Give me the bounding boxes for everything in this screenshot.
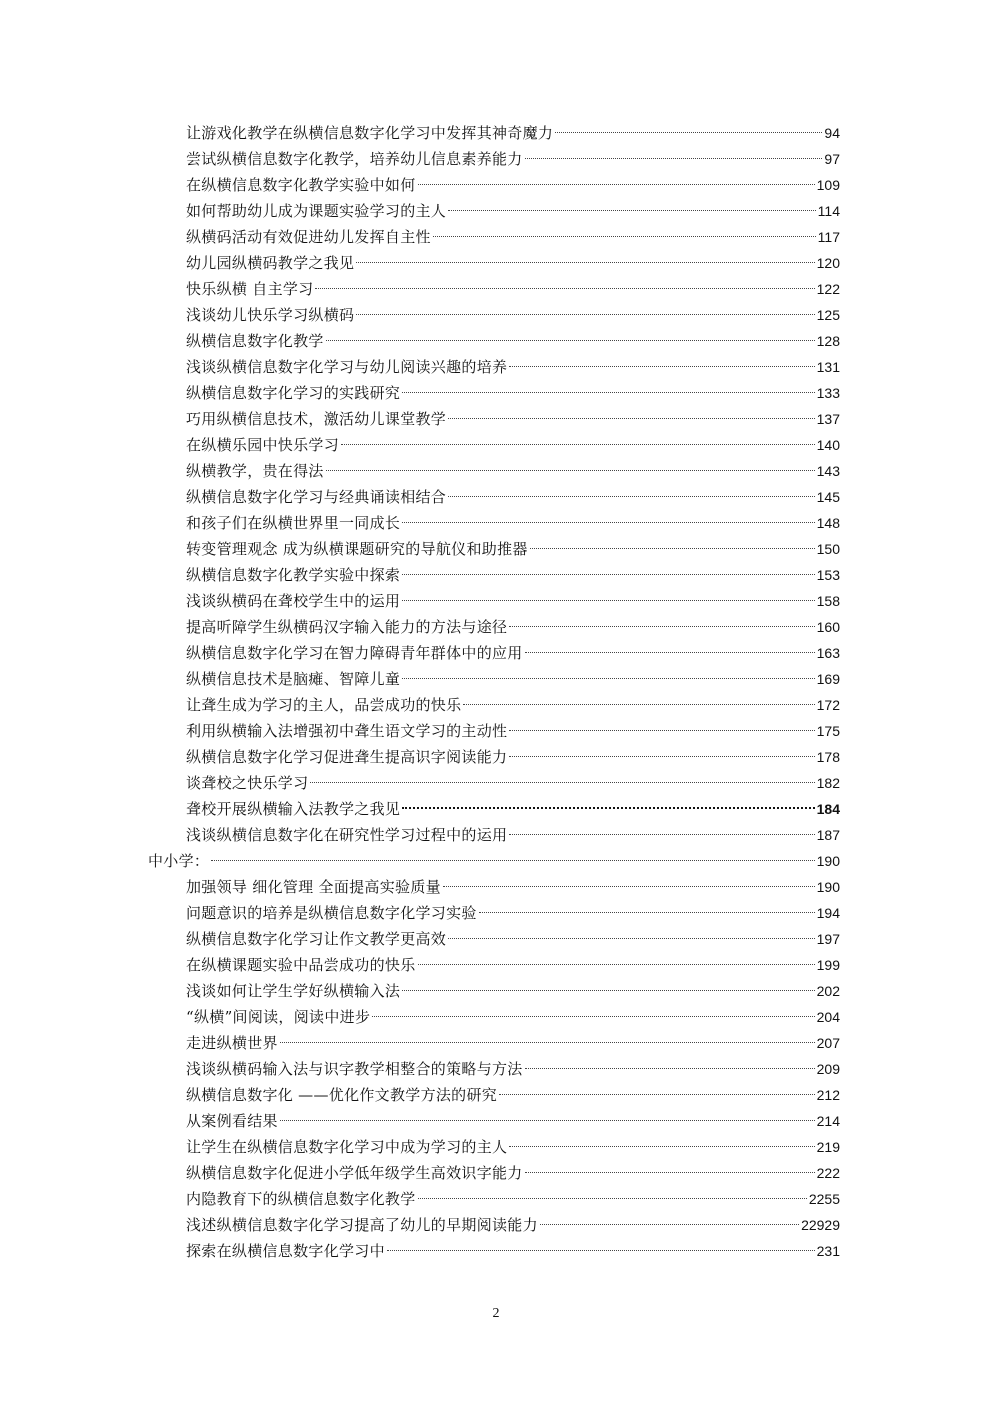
dot-leader [402, 392, 814, 393]
toc-entry-title: 浅谈纵横信息数字化学习与幼儿阅读兴趣的培养 [186, 358, 508, 376]
toc-entry-page: 158 [816, 593, 840, 609]
toc-entry[interactable] [148, 1056, 840, 1082]
toc-entry[interactable] [148, 562, 840, 588]
dot-leader [356, 262, 814, 263]
toc-entry[interactable] [148, 926, 840, 952]
toc-entry-title: 纵横信息数字化促进小学低年级学生高效识字能力 [186, 1164, 523, 1182]
toc-entry[interactable] [148, 1160, 840, 1186]
toc-entry-title: 问题意识的培养是纵横信息数字化学习实验 [186, 904, 477, 922]
toc-entry[interactable] [148, 120, 840, 146]
toc-entry-title: 纵横信息数字化教学 [186, 332, 324, 350]
toc-entry-title: 幼儿园纵横码教学之我见 [186, 254, 355, 272]
dot-leader [211, 860, 814, 861]
toc-entry-title: 浅谈如何让学生学好纵横输入法 [186, 982, 401, 1000]
toc-entry-title: 在纵横乐园中快乐学习 [186, 436, 340, 454]
toc-entry-title: 纵横教学，贵在得法 [186, 462, 324, 480]
dot-leader [402, 807, 814, 809]
dot-leader [525, 158, 823, 159]
toc-entry-title: 纵横信息数字化教学实验中探索 [186, 566, 401, 584]
toc-entry-title: 巧用纵横信息技术，激活幼儿课堂教学 [186, 410, 447, 428]
toc-entry[interactable] [148, 172, 840, 198]
dot-leader [448, 210, 816, 211]
toc-entry[interactable] [148, 328, 840, 354]
toc-entry[interactable] [148, 146, 840, 172]
toc-entry[interactable] [148, 588, 840, 614]
dot-leader [402, 600, 814, 601]
toc-entry-title: 纵横信息数字化学习促进聋生提高识字阅读能力 [186, 748, 508, 766]
dot-leader [326, 470, 815, 471]
dot-leader [509, 730, 814, 731]
toc-entry[interactable] [148, 744, 840, 770]
toc-entry-title: 浅谈幼儿快乐学习纵横码 [186, 306, 355, 324]
toc-entry-title: 探索在纵横信息数字化学习中 [186, 1242, 385, 1260]
toc-entry[interactable] [148, 692, 840, 718]
dot-leader [509, 834, 814, 835]
toc-entry-title: 内隐教育下的纵横信息数字化教学 [186, 1190, 416, 1208]
dot-leader [341, 444, 815, 445]
toc-entry-page: 163 [816, 645, 840, 661]
toc-entry-page: 199 [816, 957, 840, 973]
dot-leader [280, 1042, 815, 1043]
toc-entry-title: 聋校开展纵横输入法教学之我见 [186, 800, 401, 818]
toc-entry-page: 97 [824, 151, 840, 167]
toc-entry[interactable] [148, 1108, 840, 1134]
toc-entry[interactable] [148, 1082, 840, 1108]
dot-leader [525, 652, 815, 653]
toc-entry-page: 209 [816, 1061, 840, 1077]
toc-entry[interactable] [148, 302, 840, 328]
toc-entry-page: 212 [816, 1087, 840, 1103]
dot-leader [387, 1250, 815, 1251]
dot-leader [499, 1094, 815, 1095]
toc-entry[interactable] [148, 1134, 840, 1160]
toc-entry[interactable] [148, 484, 840, 510]
page-number: 2 [492, 1306, 500, 1321]
toc-entry-title: 纵横信息数字化学习的实践研究 [186, 384, 401, 402]
toc-entry[interactable] [148, 250, 840, 276]
toc-entry-page: 184 [816, 801, 840, 817]
toc-entry-page: 2255 [808, 1191, 840, 1207]
toc-entry-page: 175 [816, 723, 840, 739]
toc-entry-page: 125 [816, 307, 840, 323]
dot-leader [509, 626, 814, 627]
toc-entry-page: 109 [816, 177, 840, 193]
toc-entry[interactable] [148, 796, 840, 822]
toc-entry-page: 140 [816, 437, 840, 453]
toc-entry-page: 182 [816, 775, 840, 791]
toc-entry-page: 133 [816, 385, 840, 401]
toc-entry[interactable] [148, 770, 840, 796]
toc-entry[interactable] [148, 666, 840, 692]
dot-leader [509, 366, 814, 367]
dot-leader [315, 288, 814, 289]
toc-entry-page: 214 [816, 1113, 840, 1129]
toc-entry[interactable] [148, 822, 840, 848]
toc-entry-title: 纵横信息数字化 ——优化作文教学方法的研究 [186, 1086, 498, 1104]
dot-leader [443, 886, 815, 887]
dot-leader [402, 522, 814, 523]
toc-entry[interactable] [148, 1030, 840, 1056]
dot-leader [310, 782, 814, 783]
toc-entry-title: 尝试纵横信息数字化教学，培养幼儿信息素养能力 [186, 150, 523, 168]
table-of-contents [148, 120, 840, 1264]
toc-entry-page: 222 [816, 1165, 840, 1181]
toc-entry-title: 纵横信息技术是脑瘫、智障儿童 [186, 670, 401, 688]
toc-entry-title: 让游戏化教学在纵横信息数字化学习中发挥其神奇魔力 [186, 124, 554, 142]
toc-entry-page: 190 [816, 879, 840, 895]
toc-entry[interactable] [148, 614, 840, 640]
toc-entry-title: 纵横信息数字化学习在智力障碍青年群体中的应用 [186, 644, 523, 662]
toc-entry-page: 128 [816, 333, 840, 349]
dot-leader [509, 1146, 814, 1147]
dot-leader [280, 1120, 815, 1121]
toc-entry[interactable] [148, 718, 840, 744]
toc-entry-page: 137 [816, 411, 840, 427]
toc-entry[interactable] [148, 874, 840, 900]
toc-entry-title: 从案例看结果 [186, 1112, 278, 1130]
toc-entry-page: 219 [816, 1139, 840, 1155]
toc-entry[interactable] [148, 406, 840, 432]
toc-entry-page: 131 [816, 359, 840, 375]
toc-entry-title: 浅谈纵横信息数字化在研究性学习过程中的运用 [186, 826, 508, 844]
toc-entry-title: 让学生在纵横信息数字化学习中成为学习的主人 [186, 1138, 508, 1156]
toc-entry-page: 207 [816, 1035, 840, 1051]
toc-entry-title: 浅述纵横信息数字化学习提高了幼儿的早期阅读能力 [186, 1216, 538, 1234]
toc-entry-title: 快乐纵横 自主学习 [186, 280, 314, 298]
toc-entry-page: 160 [816, 619, 840, 635]
toc-entry-title: 纵横信息数字化学习让作文教学更高效 [186, 930, 447, 948]
toc-entry-page: 178 [816, 749, 840, 765]
toc-entry-title: 谈聋校之快乐学习 [186, 774, 309, 792]
toc-entry-page: 231 [816, 1243, 840, 1259]
toc-entry-page: 143 [816, 463, 840, 479]
toc-entry-page: 94 [824, 125, 840, 141]
toc-entry-page: 153 [816, 567, 840, 583]
toc-entry-title: 利用纵横输入法增强初中聋生语文学习的主动性 [186, 722, 508, 740]
toc-entry[interactable] [148, 900, 840, 926]
toc-entry-title: 在纵横课题实验中品尝成功的快乐 [186, 956, 416, 974]
toc-entry-page: 172 [816, 697, 840, 713]
toc-entry-title: 加强领导 细化管理 全面提高实验质量 [186, 878, 441, 896]
dot-leader [356, 314, 814, 315]
dot-leader [372, 1016, 814, 1017]
toc-entry[interactable] [148, 276, 840, 302]
toc-entry-page: 148 [816, 515, 840, 531]
dot-leader [479, 912, 815, 913]
toc-entry-title: 转变管理观念 成为纵横课题研究的导航仪和助推器 [186, 540, 528, 558]
toc-entry-page: 202 [816, 983, 840, 999]
toc-entry-page: 187 [816, 827, 840, 843]
toc-entry[interactable] [148, 978, 840, 1004]
toc-entry-title: 浅谈纵横码在聋校学生中的运用 [186, 592, 401, 610]
dot-leader [509, 756, 814, 757]
toc-entry-page: 204 [816, 1009, 840, 1025]
toc-entry[interactable] [148, 1004, 840, 1030]
dot-leader [418, 964, 815, 965]
dot-leader [530, 548, 815, 549]
toc-entry-title: 纵横码活动有效促进幼儿发挥自主性 [186, 228, 431, 246]
toc-entry[interactable] [148, 1186, 840, 1212]
toc-entry-title: 浅谈纵横码输入法与识字教学相整合的策略与方法 [186, 1060, 523, 1078]
toc-entry[interactable] [148, 1212, 840, 1238]
dot-leader [540, 1224, 799, 1225]
toc-entry-page: 120 [816, 255, 840, 271]
toc-entry-title: 和孩子们在纵横世界里一同成长 [186, 514, 401, 532]
toc-entry-title: 中小学： [148, 852, 210, 870]
toc-entry-page: 114 [817, 203, 840, 219]
toc-entry[interactable] [148, 198, 840, 224]
toc-entry-page: 150 [816, 541, 840, 557]
dot-leader [448, 938, 815, 939]
toc-entry-page: 122 [816, 281, 840, 297]
toc-entry-page: 22929 [801, 1217, 840, 1233]
toc-entry[interactable] [148, 952, 840, 978]
dot-leader [448, 418, 815, 419]
toc-entry-page: 197 [816, 931, 840, 947]
dot-leader [448, 496, 815, 497]
toc-entry-title: 走进纵横世界 [186, 1034, 278, 1052]
dot-leader [402, 574, 814, 575]
dot-leader [525, 1172, 815, 1173]
toc-entry-title: 提高听障学生纵横码汉字输入能力的方法与途径 [186, 618, 508, 636]
dot-leader [418, 184, 815, 185]
toc-entry-title: 让聋生成为学习的主人，品尝成功的快乐 [186, 696, 462, 714]
toc-entry-page: 169 [816, 671, 840, 687]
dot-leader [555, 132, 822, 133]
dot-leader [433, 236, 816, 237]
dot-leader [326, 340, 815, 341]
toc-entry-title: 如何帮助幼儿成为课题实验学习的主人 [186, 202, 447, 220]
toc-entry-page: 117 [817, 229, 840, 245]
toc-entry-page: 194 [816, 905, 840, 921]
toc-entry[interactable] [148, 380, 840, 406]
toc-entry-title: 在纵横信息数字化教学实验中如何 [186, 176, 416, 194]
toc-entry-page: 145 [816, 489, 840, 505]
toc-section-heading[interactable] [148, 848, 840, 874]
dot-leader [402, 678, 814, 679]
toc-entry[interactable] [148, 640, 840, 666]
dot-leader [525, 1068, 815, 1069]
toc-entry[interactable] [148, 354, 840, 380]
toc-entry[interactable] [148, 458, 840, 484]
toc-entry-title: 纵横信息数字化学习与经典诵读相结合 [186, 488, 447, 506]
dot-leader [418, 1198, 807, 1199]
toc-entry-page: 190 [816, 853, 840, 869]
toc-entry-title: “纵横”间阅读，阅读中进步 [186, 1008, 371, 1026]
toc-entry[interactable] [148, 1238, 840, 1264]
toc-entry[interactable] [148, 536, 840, 562]
dot-leader [402, 990, 814, 991]
toc-entry[interactable] [148, 432, 840, 458]
toc-entry[interactable] [148, 510, 840, 536]
dot-leader [463, 704, 814, 705]
toc-entry[interactable] [148, 224, 840, 250]
